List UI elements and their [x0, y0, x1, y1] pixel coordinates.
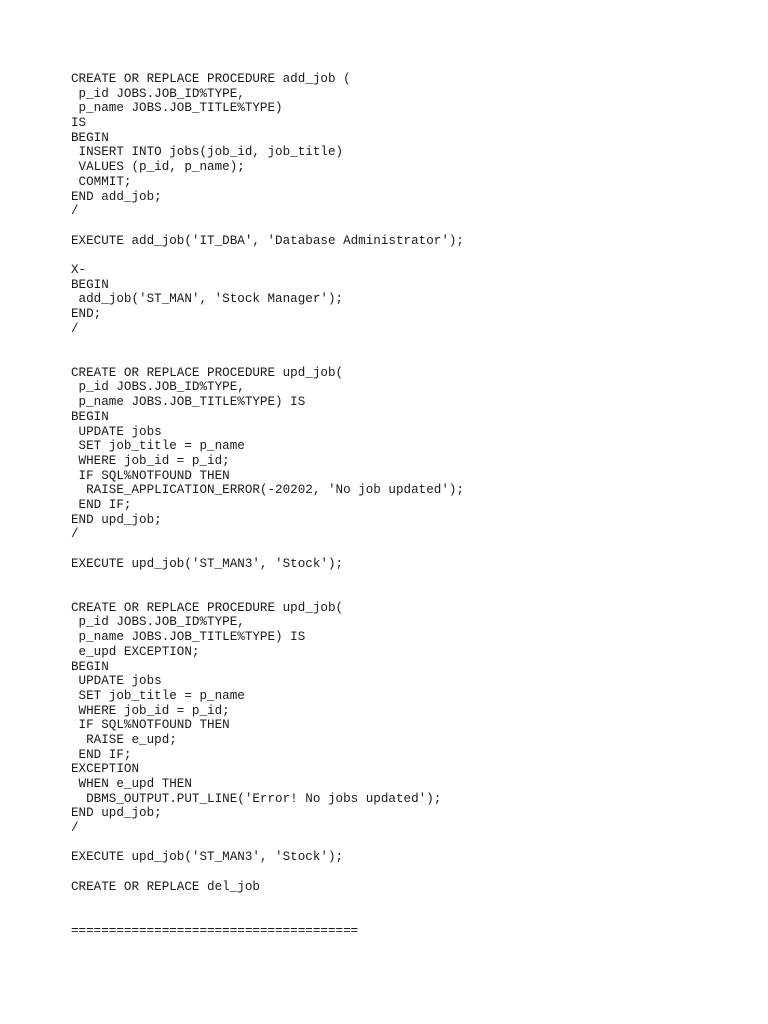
code-line: /	[71, 821, 79, 836]
blank-line	[71, 542, 464, 557]
code-line: p_name JOBS.JOB_TITLE%TYPE)	[71, 101, 283, 116]
code-listing	[71, 72, 464, 939]
code-line: CREATE OR REPLACE PROCEDURE upd_job(	[71, 365, 344, 380]
code-line: SET job_title = p_name	[71, 688, 245, 703]
code-line: /	[71, 204, 79, 219]
code-line: add_job('ST_MAN', 'Stock Manager');	[71, 292, 344, 307]
blank-line	[71, 836, 464, 851]
code-line: WHERE job_id = p_id;	[71, 453, 230, 468]
code-line: SET job_title = p_name	[71, 439, 245, 454]
blank-line	[71, 248, 464, 263]
code-line: UPDATE jobs	[71, 424, 162, 439]
code-line: IF SQL%NOTFOUND THEN	[71, 468, 230, 483]
code-line: UPDATE jobs	[71, 674, 162, 689]
code-line: CREATE OR REPLACE PROCEDURE add_job (	[71, 72, 351, 86]
code-line: END upd_job;	[71, 806, 162, 821]
code-line: VALUES (p_id, p_name);	[71, 160, 245, 175]
code-line: IF SQL%NOTFOUND THEN	[71, 718, 230, 733]
blank-line	[71, 336, 464, 351]
code-line: p_id JOBS.JOB_ID%TYPE,	[71, 615, 245, 630]
code-line: BEGIN	[71, 659, 109, 674]
code-line: END add_job;	[71, 189, 162, 204]
code-line: DBMS_OUTPUT.PUT_LINE('Error! No jobs updated');	[71, 791, 442, 806]
code-line: IS	[71, 116, 87, 131]
blank-line	[71, 909, 464, 924]
code-line: p_id JOBS.JOB_ID%TYPE,	[71, 86, 245, 101]
code-line: INSERT INTO jobs(job_id, job_title)	[71, 145, 344, 160]
code-line: /	[71, 527, 79, 542]
separator-line: ======================================	[71, 923, 359, 938]
code-line: RAISE e_upd;	[71, 732, 177, 747]
code-line: BEGIN	[71, 130, 109, 145]
code-line: EXCEPTION	[71, 762, 140, 777]
code-line: END;	[71, 307, 102, 321]
code-line: COMMIT;	[71, 174, 132, 189]
blank-line	[71, 571, 464, 586]
code-line: /	[71, 321, 79, 336]
code-line: BEGIN	[71, 277, 109, 292]
code-line: EXECUTE add_job('IT_DBA', 'Database Administrator');	[71, 233, 464, 248]
code-line: END IF;	[71, 747, 132, 762]
code-line: e_upd EXCEPTION;	[71, 644, 200, 659]
code-line: EXECUTE upd_job('ST_MAN3', 'Stock');	[71, 850, 344, 865]
code-line: BEGIN	[71, 409, 109, 424]
code-line: END IF;	[71, 497, 132, 512]
blank-line	[71, 895, 464, 910]
code-line: WHEN e_upd THEN	[71, 777, 192, 791]
blank-line	[71, 586, 464, 601]
code-line: X-	[71, 262, 87, 277]
blank-line	[71, 865, 464, 880]
code-line: WHERE job_id = p_id;	[71, 703, 230, 718]
blank-line	[71, 219, 464, 234]
code-line: CREATE OR REPLACE del_job	[71, 879, 260, 894]
code-line: p_name JOBS.JOB_TITLE%TYPE) IS	[71, 395, 306, 410]
code-line: p_id JOBS.JOB_ID%TYPE,	[71, 380, 245, 395]
code-line: RAISE_APPLICATION_ERROR(-20202, 'No job updated');	[71, 483, 464, 498]
blank-line	[71, 351, 464, 366]
code-line: END upd_job;	[71, 512, 162, 527]
code-line: EXECUTE upd_job('ST_MAN3', 'Stock');	[71, 556, 344, 571]
code-line: CREATE OR REPLACE PROCEDURE upd_job(	[71, 600, 344, 615]
code-line: p_name JOBS.JOB_TITLE%TYPE) IS	[71, 630, 306, 645]
